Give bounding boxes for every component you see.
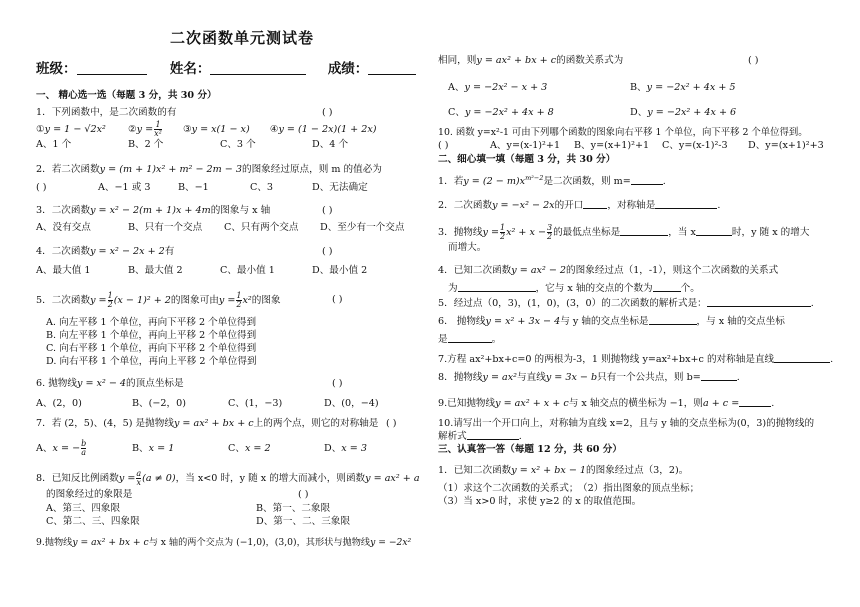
q2-choices — [36, 182, 368, 194]
p1-part-1: （1）求这个二次函数的关系式； — [438, 483, 579, 494]
q4-option-a[interactable]: A、最大值 1 — [36, 265, 91, 276]
q2-option-d[interactable]: D、无法确定 — [312, 182, 368, 193]
q10-option-c[interactable]: C、y=(x-1)²-3 — [662, 140, 728, 151]
f6-stem-line2: 是 。 — [438, 334, 502, 345]
section-heading-fill: 二、细心填一填（每题 3 分，共 30 分） — [438, 154, 616, 165]
q7-option-c[interactable]: C、x = 2 — [228, 443, 271, 454]
p1-part-3: （3）当 x>0 时，求使 y≥2 的 x 的取值范围。 — [438, 496, 642, 507]
q1-options-row: ①y = 1 − √2x² ②y = $\frac{1}{\text{x²}}$ ③y = x(1 − x) ④y = (1 − 2x)(1 + 2x) — [36, 120, 377, 138]
f10-stem: 10.请写出一个开口向上，对称轴为直线 x=2，且与 y 轴的交点坐标为(0，3)的抛物线的 — [438, 418, 815, 429]
q2-stem: 2．若二次函数y = (m + 1)x² + m² − 2m − 3的图象经过原点，则 m 的值必为 — [36, 164, 382, 175]
f4-blank-formula[interactable] — [458, 282, 536, 292]
f4-stem: 4．已知二次函数y = ax² − 2的图象经过点（1，-1），则这个二次函数的关系式 — [438, 265, 779, 276]
q1-answer-paren[interactable]: ( ) — [322, 107, 333, 118]
q2-answer-paren[interactable]: ( ) — [36, 182, 47, 193]
q1-option-c[interactable]: C、3 个 — [220, 139, 256, 150]
f9-stem: 9.已知抛物线y = ax² + x + c与 x 轴交点的横坐标为 −1，则a + c = . — [438, 398, 775, 409]
q1-option-a[interactable]: A、1 个 — [36, 139, 72, 150]
q7-option-d[interactable]: D、x = 3 — [324, 443, 367, 454]
q8-option-c[interactable]: C、第二、三、四象限 — [46, 516, 140, 527]
q1-choices — [36, 139, 348, 151]
q8-answer-paren[interactable]: ( ) — [298, 489, 309, 500]
q5-option-d[interactable]: D. 向右平移 1 个单位，再向上平移 2 个单位得到 — [46, 356, 257, 367]
q6-answer-paren[interactable]: ( ) — [332, 378, 343, 389]
f1-blank[interactable] — [631, 175, 663, 185]
f10-blank[interactable] — [467, 430, 519, 440]
q10-option-d[interactable]: D、y=(x+1)²+3 — [748, 140, 824, 151]
section-heading-solve: 三、认真答一答（每题 12 分，共 60 分） — [438, 444, 622, 455]
f7-blank[interactable] — [774, 353, 830, 363]
q3-option-d[interactable]: D、至少有一个交点 — [320, 222, 405, 233]
q4-stem: 4．二次函数y = x² − 2x + 2有 — [36, 246, 175, 257]
q4-option-c[interactable]: C、最小值 1 — [220, 265, 275, 276]
score-label: 成绩： — [327, 61, 369, 77]
q9-option-c[interactable]: C、y = −2x² + 4x + 8 — [448, 107, 554, 118]
f5-blank[interactable] — [707, 297, 811, 307]
q5-answer-paren[interactable]: ( ) — [332, 294, 343, 305]
q7-answer-paren[interactable]: ( ) — [386, 418, 397, 429]
q4-option-d[interactable]: D、最小值 2 — [312, 265, 368, 276]
q3-stem: 3．二次函数y = x² − 2(m + 1)x + 4m的图象与 x 轴 — [36, 205, 271, 216]
q10-answer-paren[interactable]: ( ) — [438, 140, 449, 151]
q4-option-b[interactable]: B、最大值 2 — [128, 265, 183, 276]
q3-answer-paren[interactable]: ( ) — [322, 205, 333, 216]
q3-choices — [36, 222, 404, 234]
q2-option-b[interactable]: B、−1 — [178, 182, 209, 193]
q5-option-b[interactable]: B. 向左平移 1 个单位，再向上平移 2 个单位得到 — [46, 330, 257, 341]
f10-stem-line2: 解析式 . — [438, 431, 522, 442]
student-info-bar — [36, 62, 416, 75]
q9-option-d[interactable]: D、y = −2x² + 4x + 6 — [630, 107, 737, 118]
f4-blank-count[interactable] — [653, 282, 681, 292]
f7-stem: 7.方程 ax²+bx+c=0 的两根为-3，1 则抛物线 y=ax²+bx+c 的对称轴是直线 . — [438, 354, 834, 365]
p1-parts-row1 — [438, 483, 699, 495]
q9-choices-row2 — [448, 107, 736, 119]
name-field[interactable] — [210, 62, 306, 75]
q8-choices-row1 — [46, 503, 330, 515]
q6-option-c[interactable]: C、(1，−3) — [228, 398, 283, 409]
q1-option-b[interactable]: B、2 个 — [128, 139, 164, 150]
f2-blank-opening[interactable] — [583, 199, 607, 209]
q9-option-a[interactable]: A、y = −2x² − x + 3 — [448, 82, 548, 93]
q8-choices-row2 — [46, 516, 350, 528]
q7-option-b[interactable]: B、x = 1 — [132, 443, 175, 454]
q8-option-a[interactable]: A、第三、四象限 — [46, 503, 121, 514]
p1-stem: 1．已知二次函数y = x² + bx − 1的图象经过点（3，2)。 — [438, 465, 689, 476]
f8-stem: 8．抛物线y = ax²与直线y = 3x − b只有一个公共点，则 b= . — [438, 372, 740, 383]
q4-choices — [36, 265, 367, 277]
f6-stem: 6． 抛物线y = x² + 3x − 4与 y 轴的交点坐标是 ，与 x 轴的交点坐标 — [438, 316, 785, 327]
q10-option-a[interactable]: A、y=(x-1)²+1 — [490, 140, 561, 151]
q3-option-c[interactable]: C、只有两个交点 — [224, 222, 299, 233]
q5-option-a[interactable]: A. 向左平移 1 个单位，再向下平移 2 个单位得到 — [46, 317, 257, 328]
f4-stem-line2: 为 ，它与 x 轴的交点的个数为 个。 — [448, 283, 700, 294]
page-title: 二次函数单元测试卷 — [170, 29, 315, 47]
q6-choices — [36, 398, 379, 410]
q4-answer-paren[interactable]: ( ) — [322, 246, 333, 257]
p1-answer-area[interactable] — [438, 512, 838, 600]
f2-blank-axis[interactable] — [655, 199, 717, 209]
q10-stem: 10. 函数 y=x²-1 可由下列哪个函数的图象向右平移 1 个单位，向下平移 2 个单位得到。 — [438, 127, 808, 138]
q9-option-b[interactable]: B、y = −2x² + 4x + 5 — [630, 82, 736, 93]
f8-blank[interactable] — [701, 371, 737, 381]
f3-stem: 3．抛物线y = $\frac{1}{2}$ x² + x − $\frac{3}{2}$ 的最低点坐标是 ，当 x 时，y 随 x 的增大 — [438, 223, 810, 241]
f6-blank-x-intercepts[interactable] — [448, 333, 492, 343]
f1-stem: 1．若$y = (2 - m)x^{m^2-2}$是二次函数，则 m= . — [438, 174, 666, 187]
q2-option-c[interactable]: C、3 — [250, 182, 274, 193]
q5-stem: 5．二次函数y = $\frac{1}{2}$ (x − 1)² + 2的图象可由y = $\frac{1}{2}$ x²的图象 — [36, 291, 281, 309]
q8-option-d[interactable]: D、第一、二、三象限 — [256, 516, 351, 527]
q9-choices-row1 — [448, 82, 736, 94]
q2-option-a[interactable]: A、−1 或 3 — [98, 182, 151, 193]
q6-option-d[interactable]: D、(0，−4) — [324, 398, 379, 409]
f6-blank-y-intercept[interactable] — [649, 315, 697, 325]
class-field[interactable] — [77, 62, 147, 75]
q9-stem-line2: 相同，则y = ax² + bx + c的函数关系式为 — [438, 55, 624, 66]
q3-option-b[interactable]: B、只有一个交点 — [128, 222, 203, 233]
f2-stem: 2．二次函数y = −x² − 2x的开口 ，对称轴是 . — [438, 200, 721, 211]
q8-stem-line2: 的图象经过的象限是 — [46, 489, 133, 500]
q7-stem: 7．若 (2，5)、(4，5) 是抛物线y = ax² + bx + c上的两个点，则它的对称轴是 — [36, 418, 379, 429]
q6-stem: 6. 抛物线y = x² − 4的顶点坐标是 — [36, 378, 184, 389]
section-heading-choice: 一、 精心选一选（每题 3 分，共 30 分） — [36, 90, 217, 101]
q6-option-b[interactable]: B、(−2，0) — [132, 398, 186, 409]
q10-option-b[interactable]: B、y=(x+1)²+1 — [574, 140, 650, 151]
q1-stem: 1．下列函数中，是二次函数的有 — [36, 107, 177, 118]
left-column — [36, 0, 426, 607]
class-label: 班级： — [36, 61, 77, 77]
f9-blank[interactable] — [739, 397, 771, 407]
q10-choices — [438, 140, 824, 152]
q9-stem: 9.抛物线y = ax² + bx + c与 x 轴的两个交点为 (−1,0)，(3,0)，其形状与抛物线y = −2x² — [36, 537, 412, 548]
f3-stem-line2: 而增大。 — [448, 242, 487, 253]
q7-choices — [36, 440, 367, 457]
q1-option-d[interactable]: D、4 个 — [312, 139, 349, 150]
q9-answer-paren[interactable]: ( ) — [748, 55, 759, 66]
f5-stem: 5．经过点（0，3)，(1，0)，(3，0）的二次函数的解析式是： . — [438, 298, 814, 309]
q8-stem: 8．已知反比例函数y = $\frac{a}{x}$ (a ≠ 0)，当 x<0 时，y 随 x 的增大而减小，则函数y = ax² + a — [36, 469, 420, 487]
p1-part-2: （2）指出图象的顶点坐标； — [578, 483, 700, 494]
q7-option-a[interactable]: A、x = − $\frac{b}{a}$ — [36, 439, 87, 457]
q8-option-b[interactable]: B、第一、二象限 — [256, 503, 331, 514]
q6-option-a[interactable]: A、(2，0) — [36, 398, 82, 409]
q5-option-c[interactable]: C. 向右平移 1 个单位，再向下平移 2 个单位得到 — [46, 343, 257, 354]
score-field[interactable] — [368, 62, 416, 75]
name-label: 姓名： — [169, 61, 211, 77]
f3-blank-range[interactable] — [696, 226, 732, 236]
right-column — [438, 0, 838, 607]
q3-option-a[interactable]: A、没有交点 — [36, 222, 91, 233]
f3-blank-vertex[interactable] — [620, 226, 668, 236]
